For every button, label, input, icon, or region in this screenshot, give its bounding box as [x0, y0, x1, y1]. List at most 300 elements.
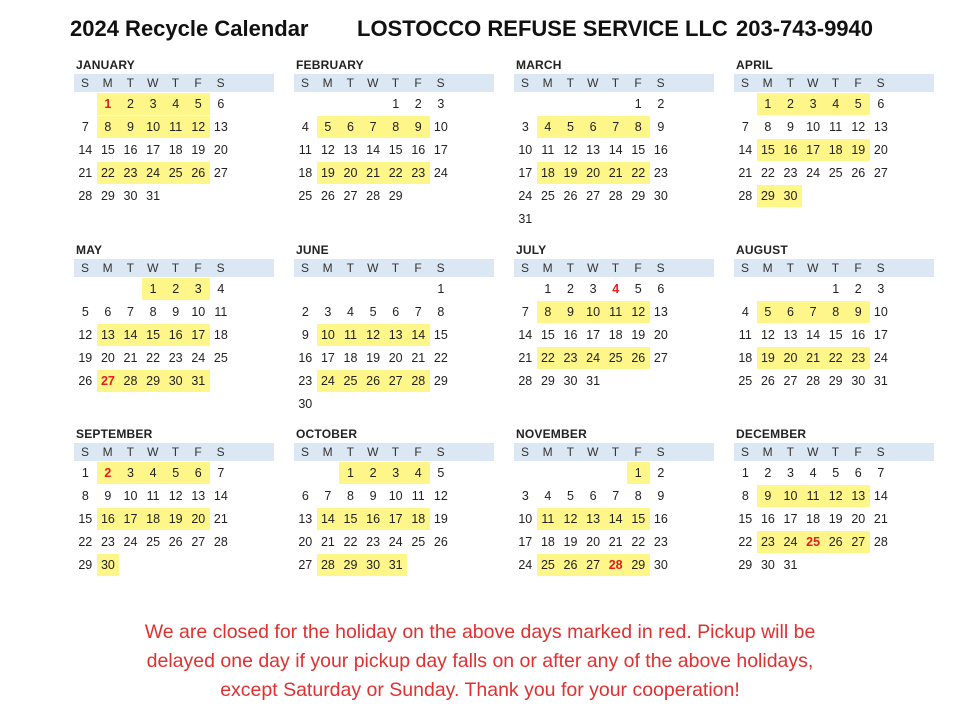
day-cell: 31: [187, 370, 210, 392]
weekday-label: T: [611, 261, 620, 275]
day-cell: 6: [217, 97, 225, 111]
weekday-label: S: [81, 76, 90, 90]
day-cell: 8: [437, 305, 445, 319]
day-cell: 9: [847, 301, 870, 323]
weekday-label: S: [741, 261, 750, 275]
week-row: [294, 185, 494, 207]
empty-day-cell: [362, 93, 385, 115]
weekday-label: T: [611, 445, 620, 459]
day-cell: 19: [757, 347, 780, 369]
day-cell: 11: [829, 120, 843, 134]
day-cell: 10: [806, 120, 821, 134]
weekday-label: S: [521, 76, 530, 90]
month-november: [514, 426, 714, 576]
day-cell: 10: [388, 489, 403, 503]
month-name: AUGUST: [736, 243, 788, 257]
week-row: [734, 554, 934, 576]
day-cell: 5: [634, 282, 642, 296]
day-cell: 2: [567, 282, 574, 296]
week-row: [734, 370, 934, 392]
day-cell: 6: [339, 116, 362, 138]
day-cell: 12: [851, 120, 866, 134]
day-cell: 23: [407, 162, 430, 184]
day-cell: 4: [544, 489, 552, 503]
week-row: [514, 370, 714, 392]
day-cell: 13: [384, 324, 407, 346]
day-cell: 5: [757, 301, 780, 323]
day-cell: 27: [298, 558, 313, 572]
day-cell: 5: [317, 116, 340, 138]
month-name: MAY: [76, 243, 103, 257]
day-cell: 5: [187, 93, 210, 115]
day-cell: 11: [537, 508, 560, 530]
day-cell: 6: [582, 116, 605, 138]
week-row: [74, 347, 274, 369]
week-row: [294, 347, 494, 369]
week-row: [74, 139, 274, 161]
weekday-label: M: [542, 261, 554, 275]
weekday-label: S: [436, 76, 446, 90]
week-row: [294, 301, 494, 323]
day-cell: 7: [362, 116, 385, 138]
empty-day-cell: [119, 554, 142, 576]
day-cell: 8: [81, 489, 89, 503]
day-cell: 12: [433, 489, 448, 503]
day-cell: 11: [738, 328, 752, 342]
day-cell: 21: [608, 535, 623, 549]
day-cell: 20: [586, 535, 601, 549]
weekday-label: F: [634, 261, 643, 275]
day-cell: 6: [187, 462, 210, 484]
day-cell: 23: [168, 351, 183, 365]
day-cell: 25: [537, 554, 560, 576]
weekday-label: T: [566, 445, 575, 459]
day-cell: 23: [653, 535, 668, 549]
day-cell: 7: [612, 489, 620, 503]
empty-day-cell: [164, 185, 187, 207]
day-cell: 10: [582, 301, 605, 323]
holiday-day-cell: 1: [97, 93, 120, 115]
day-cell: 13: [213, 120, 228, 134]
weekday-label: T: [126, 76, 135, 90]
day-cell: 28: [738, 189, 753, 203]
day-cell: 27: [343, 189, 358, 203]
day-cell: 3: [521, 489, 529, 503]
day-cell: 24: [518, 558, 533, 572]
day-cell: 28: [78, 189, 93, 203]
weekday-label: M: [322, 76, 334, 90]
day-cell: 3: [187, 278, 210, 300]
day-cell: 14: [213, 489, 228, 503]
empty-day-cell: [164, 554, 187, 576]
day-cell: 19: [847, 139, 870, 161]
day-cell: 8: [384, 116, 407, 138]
day-cell: 10: [123, 489, 138, 503]
day-cell: 26: [627, 347, 650, 369]
day-cell: 19: [563, 535, 578, 549]
month-name: OCTOBER: [296, 427, 358, 441]
day-cell: 27: [191, 535, 206, 549]
weekday-label: M: [762, 261, 774, 275]
day-cell: 30: [653, 189, 668, 203]
day-cell: 29: [540, 374, 555, 388]
day-cell: 9: [407, 116, 430, 138]
day-cell: 9: [657, 120, 665, 134]
day-cell: 20: [779, 347, 802, 369]
company-name: LOSTOCCO REFUSE SERVICE LLC: [357, 16, 728, 41]
day-cell: 19: [631, 328, 646, 342]
empty-day-cell: [384, 278, 407, 300]
day-cell: 21: [320, 535, 335, 549]
weekday-label: S: [216, 76, 226, 90]
day-cell: 14: [119, 324, 142, 346]
day-cell: 12: [559, 508, 582, 530]
weekday-header: [74, 74, 274, 92]
weekday-label: T: [346, 445, 355, 459]
day-cell: 3: [589, 282, 597, 296]
day-cell: 29: [388, 189, 403, 203]
day-cell: 4: [347, 305, 354, 319]
empty-day-cell: [537, 208, 560, 230]
day-cell: 25: [738, 374, 753, 388]
day-cell: 3: [384, 462, 407, 484]
day-cell: 15: [631, 143, 646, 157]
day-cell: 29: [828, 374, 843, 388]
week-row: [294, 508, 494, 530]
weekday-label: T: [346, 76, 355, 90]
day-cell: 30: [298, 397, 313, 411]
day-cell: 30: [653, 558, 668, 572]
day-cell: 3: [119, 462, 142, 484]
weekday-label: S: [741, 445, 750, 459]
day-cell: 25: [540, 189, 555, 203]
empty-day-cell: [870, 554, 893, 576]
day-cell: 20: [298, 535, 313, 549]
day-cell: 7: [877, 466, 885, 480]
weekday-label: S: [656, 76, 666, 90]
day-cell: 21: [873, 512, 888, 526]
day-cell: 1: [81, 466, 89, 480]
day-cell: 17: [518, 535, 533, 549]
weekday-label: S: [81, 261, 90, 275]
week-row: [74, 531, 274, 553]
day-cell: 9: [369, 489, 377, 503]
weekday-label: T: [611, 76, 620, 90]
month-name: APRIL: [736, 58, 773, 72]
week-row: [514, 139, 714, 161]
day-cell: 19: [191, 143, 206, 157]
day-cell: 17: [119, 508, 142, 530]
day-cell: 15: [339, 508, 362, 530]
day-cell: 12: [168, 489, 183, 503]
day-cell: 18: [738, 351, 753, 365]
day-cell: 20: [100, 351, 115, 365]
day-cell: 7: [217, 466, 225, 480]
weekday-label: T: [391, 261, 400, 275]
day-cell: 24: [123, 535, 138, 549]
day-cell: 10: [873, 305, 888, 319]
day-cell: 12: [78, 328, 93, 342]
day-cell: 16: [653, 143, 668, 157]
day-cell: 14: [608, 143, 623, 157]
day-cell: 23: [559, 347, 582, 369]
day-cell: 31: [783, 558, 798, 572]
day-cell: 30: [779, 185, 802, 207]
day-cell: 21: [123, 351, 138, 365]
day-cell: 8: [149, 305, 157, 319]
day-cell: 3: [437, 97, 445, 111]
day-cell: 5: [832, 466, 840, 480]
week-row: [74, 485, 274, 507]
empty-day-cell: [407, 278, 430, 300]
day-cell: 24: [317, 370, 340, 392]
weekday-label: W: [147, 261, 159, 275]
day-cell: 14: [604, 508, 627, 530]
day-cell: 11: [164, 116, 187, 138]
weekday-label: W: [367, 445, 379, 459]
weekday-label: M: [322, 261, 334, 275]
empty-day-cell: [582, 93, 605, 115]
day-cell: 23: [757, 531, 780, 553]
day-cell: 13: [586, 143, 601, 157]
empty-day-cell: [142, 554, 165, 576]
week-row: [514, 462, 714, 484]
day-cell: 23: [119, 162, 142, 184]
day-cell: 21: [802, 347, 825, 369]
week-row: [734, 93, 934, 115]
day-cell: 17: [320, 351, 335, 365]
empty-day-cell: [627, 370, 650, 392]
day-cell: 8: [537, 301, 560, 323]
day-cell: 8: [97, 116, 120, 138]
day-cell: 22: [384, 162, 407, 184]
day-cell: 26: [168, 535, 183, 549]
day-cell: 29: [627, 554, 650, 576]
weekday-label: F: [634, 76, 643, 90]
week-row: [294, 554, 494, 576]
weekday-label: T: [831, 445, 840, 459]
day-cell: 15: [142, 324, 165, 346]
day-cell: 17: [586, 328, 601, 342]
calendar-header: [0, 16, 960, 46]
day-cell: 8: [347, 489, 354, 503]
day-cell: 25: [146, 535, 161, 549]
weekday-label: W: [147, 445, 159, 459]
empty-day-cell: [604, 462, 627, 484]
weekday-label: S: [81, 445, 90, 459]
weekday-header: [294, 74, 494, 92]
weekday-label: T: [831, 76, 840, 90]
week-row: [514, 278, 714, 300]
day-cell: 5: [164, 462, 187, 484]
day-cell: 2: [164, 278, 187, 300]
day-cell: 5: [559, 116, 582, 138]
holiday-day-cell: 2: [97, 462, 120, 484]
week-row: [514, 531, 714, 553]
day-cell: 30: [362, 554, 385, 576]
weekday-label: T: [566, 261, 575, 275]
day-cell: 21: [411, 351, 426, 365]
week-row: [294, 93, 494, 115]
empty-day-cell: [559, 208, 582, 230]
day-cell: 15: [540, 328, 555, 342]
empty-day-cell: [339, 278, 362, 300]
weekday-header: [734, 74, 934, 92]
weekday-label: S: [521, 445, 530, 459]
day-cell: 18: [343, 351, 358, 365]
day-cell: 19: [78, 351, 93, 365]
weekday-label: M: [102, 261, 114, 275]
day-cell: 14: [518, 328, 533, 342]
day-cell: 25: [604, 347, 627, 369]
month-name: JANUARY: [76, 58, 135, 72]
day-cell: 13: [343, 143, 358, 157]
day-cell: 16: [164, 324, 187, 346]
day-cell: 6: [301, 489, 309, 503]
day-cell: 28: [213, 535, 228, 549]
day-cell: 4: [217, 282, 225, 296]
empty-day-cell: [604, 370, 627, 392]
week-row: [734, 116, 934, 138]
day-cell: 1: [142, 278, 165, 300]
empty-day-cell: [582, 462, 605, 484]
month-august: [734, 242, 934, 392]
weekday-label: F: [854, 76, 863, 90]
month-october: [294, 426, 494, 576]
day-cell: 14: [366, 143, 381, 157]
day-cell: 15: [433, 328, 448, 342]
notice-line-3: except Saturday or Sunday. Thank you for your cooperation!: [220, 679, 740, 701]
weekday-label: F: [854, 261, 863, 275]
day-cell: 15: [828, 328, 843, 342]
empty-day-cell: [559, 93, 582, 115]
day-cell: 30: [563, 374, 578, 388]
day-cell: 18: [540, 535, 555, 549]
day-cell: 2: [764, 466, 772, 480]
empty-day-cell: [430, 393, 453, 415]
weekday-label: T: [391, 76, 400, 90]
day-cell: 25: [339, 370, 362, 392]
day-cell: 22: [738, 535, 753, 549]
empty-day-cell: [430, 185, 453, 207]
month-july: [514, 242, 714, 392]
day-cell: 13: [873, 120, 888, 134]
empty-day-cell: [407, 393, 430, 415]
month-name: FEBRUARY: [296, 58, 364, 72]
day-cell: 19: [317, 162, 340, 184]
day-cell: 18: [537, 162, 560, 184]
day-cell: 10: [317, 324, 340, 346]
day-cell: 6: [877, 97, 885, 111]
day-cell: 18: [824, 139, 847, 161]
week-row: [74, 185, 274, 207]
month-name: DECEMBER: [736, 427, 807, 441]
week-row: [74, 116, 274, 138]
day-cell: 20: [187, 508, 210, 530]
weekday-label: S: [301, 76, 310, 90]
day-cell: 12: [362, 324, 385, 346]
day-cell: 28: [119, 370, 142, 392]
weekday-header: [514, 259, 714, 277]
empty-day-cell: [339, 93, 362, 115]
day-cell: 23: [783, 166, 798, 180]
weekday-label: T: [786, 76, 795, 90]
weekday-header: [734, 259, 934, 277]
empty-day-cell: [537, 93, 560, 115]
day-cell: 25: [164, 162, 187, 184]
day-cell: 26: [851, 166, 866, 180]
day-cell: 14: [873, 489, 888, 503]
weekday-label: S: [436, 445, 446, 459]
day-cell: 21: [738, 166, 753, 180]
month-name: JUNE: [296, 243, 329, 257]
day-cell: 28: [366, 189, 381, 203]
weekday-label: S: [876, 261, 886, 275]
day-cell: 7: [741, 120, 749, 134]
day-cell: 2: [779, 93, 802, 115]
weekday-label: T: [346, 261, 355, 275]
day-cell: 4: [407, 462, 430, 484]
day-cell: 18: [168, 143, 183, 157]
day-cell: 25: [213, 351, 228, 365]
holiday-day-cell: 28: [604, 554, 627, 576]
day-cell: 6: [779, 301, 802, 323]
day-cell: 19: [433, 512, 448, 526]
day-cell: 8: [741, 489, 749, 503]
day-cell: 26: [824, 531, 847, 553]
day-cell: 3: [802, 93, 825, 115]
day-cell: 11: [339, 324, 362, 346]
week-row: [294, 116, 494, 138]
empty-day-cell: [514, 278, 537, 300]
empty-day-cell: [802, 278, 825, 300]
week-row: [514, 347, 714, 369]
day-cell: 17: [187, 324, 210, 346]
empty-day-cell: [119, 278, 142, 300]
weekday-label: S: [436, 261, 446, 275]
month-name: NOVEMBER: [516, 427, 587, 441]
day-cell: 22: [78, 535, 93, 549]
day-cell: 12: [187, 116, 210, 138]
week-row: [734, 485, 934, 507]
day-cell: 11: [802, 485, 825, 507]
day-cell: 17: [384, 508, 407, 530]
week-row: [734, 139, 934, 161]
day-cell: 26: [78, 374, 93, 388]
empty-day-cell: [779, 278, 802, 300]
day-cell: 18: [298, 166, 313, 180]
day-cell: 26: [760, 374, 775, 388]
day-cell: 11: [541, 143, 555, 157]
day-cell: 1: [634, 97, 642, 111]
weekday-label: T: [126, 261, 135, 275]
day-cell: 30: [97, 554, 120, 576]
day-cell: 10: [518, 512, 533, 526]
day-cell: 27: [582, 554, 605, 576]
day-cell: 22: [433, 351, 448, 365]
day-cell: 7: [604, 116, 627, 138]
day-cell: 19: [559, 162, 582, 184]
day-cell: 30: [164, 370, 187, 392]
empty-day-cell: [294, 93, 317, 115]
month-march: [514, 57, 714, 230]
weekday-label: M: [762, 76, 774, 90]
day-cell: 13: [97, 324, 120, 346]
day-cell: 26: [187, 162, 210, 184]
day-cell: 12: [824, 485, 847, 507]
day-cell: 24: [433, 166, 448, 180]
week-row: [74, 508, 274, 530]
